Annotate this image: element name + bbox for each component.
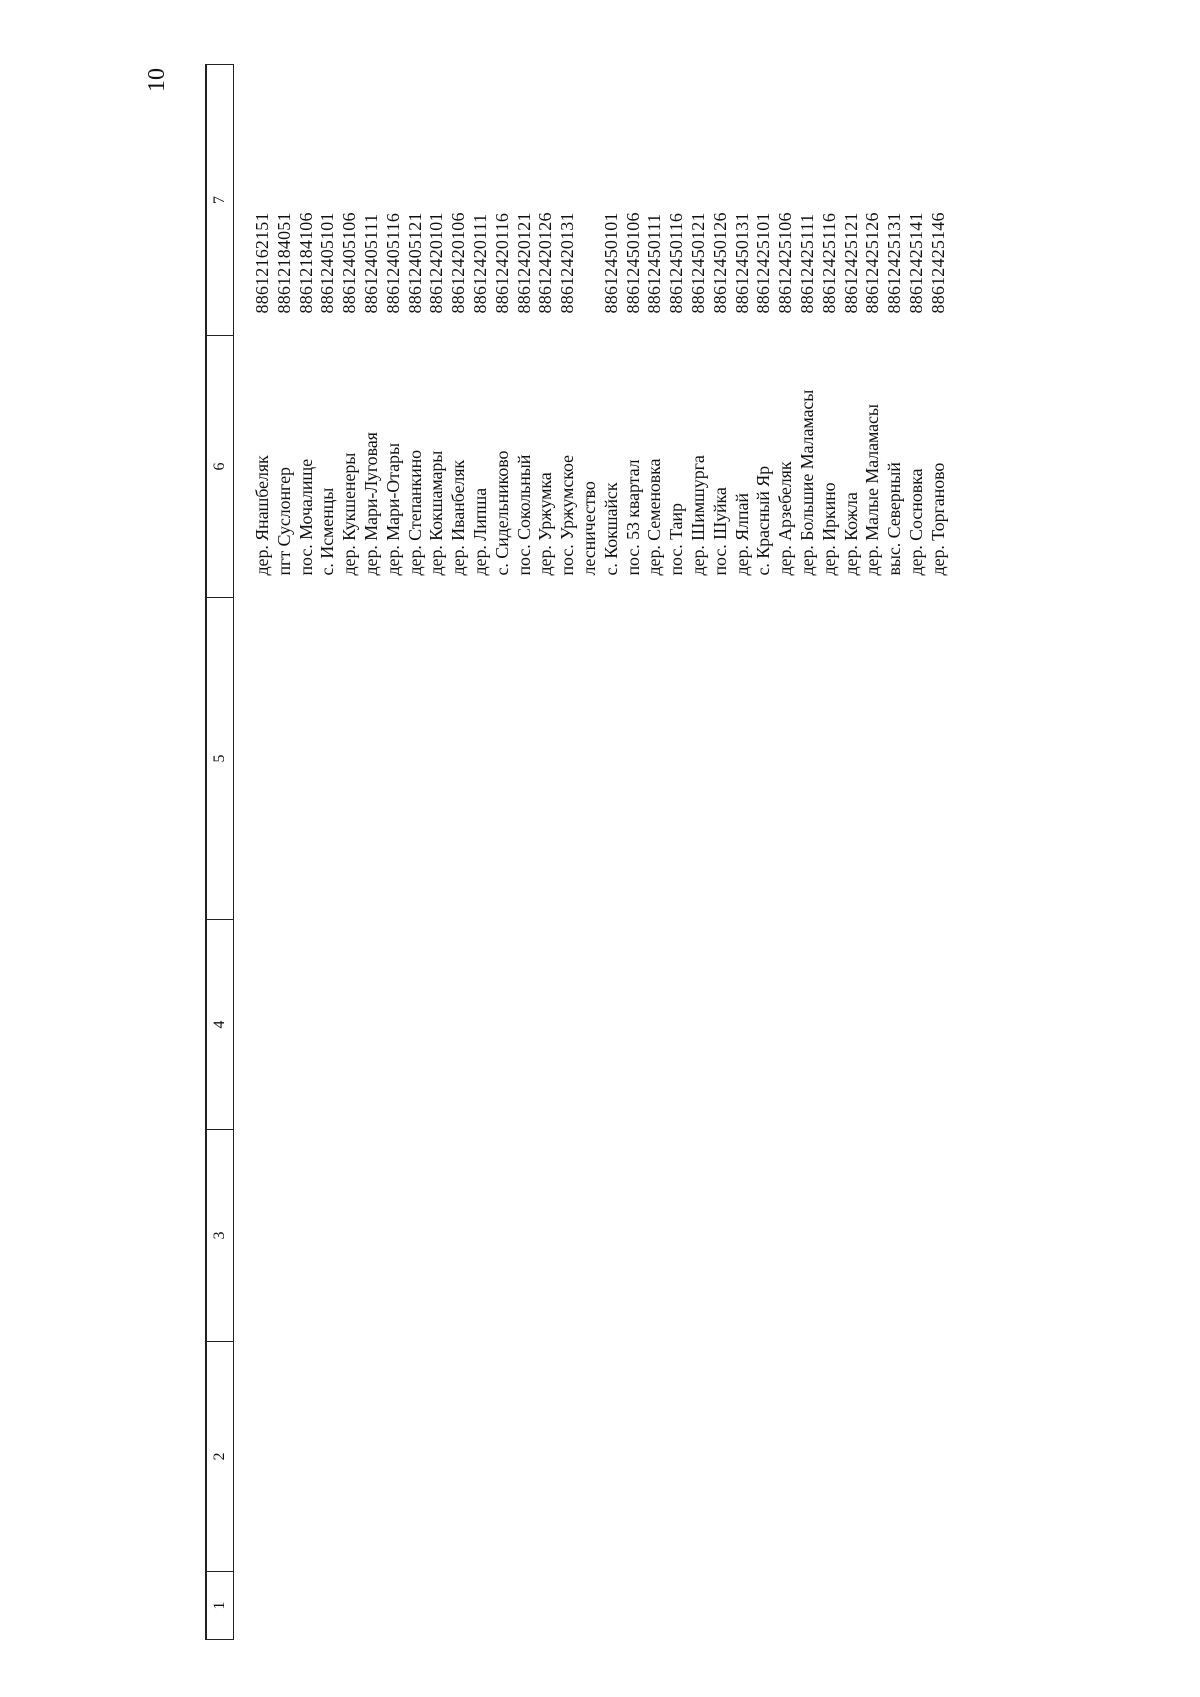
settlement-name: дер. Кокшамары (426, 450, 447, 576)
settlement-name: пос. Уржумское (557, 455, 578, 576)
settlement-name: с. Сидельниково (491, 450, 512, 576)
page-number: 10 (144, 68, 170, 92)
settlement-name: дер. Семеновка (644, 458, 665, 576)
settlement-name: пос. Мочалище (295, 458, 316, 576)
column-header-6: 6 (206, 336, 234, 598)
column-header-4: 4 (206, 920, 234, 1130)
oktmo-code (579, 65, 601, 336)
oktmo-code: 88612420131 (557, 212, 578, 314)
oktmo-code: 88612425116 (818, 212, 839, 314)
oktmo-code: 88612405116 (382, 212, 403, 314)
oktmo-code: 88612162151 (252, 212, 272, 314)
oktmo-code: 88612450101 (600, 212, 621, 314)
oktmo-code: 88612450116 (666, 212, 687, 314)
oktmo-code: 88612425121 (840, 212, 861, 314)
oktmo-code: 88612405101 (317, 212, 338, 314)
rotated-table-container (205, 65, 1085, 1640)
settlement-name: дер. Сосновка (905, 468, 926, 576)
settlement-name: пос. 53 квартал (622, 459, 643, 576)
oktmo-code: 88612425111 (796, 213, 817, 314)
settlement-name: с. Исменцы (317, 487, 338, 576)
settlement-name: дер. Малые Маламасы (862, 404, 883, 576)
settlement-name: дер. Степанкино (404, 449, 425, 576)
column-header-3: 3 (206, 1130, 234, 1342)
oktmo-code: 88612450106 (622, 212, 643, 314)
oktmo-code: 88612425106 (775, 212, 796, 314)
oktmo-code: 88612425141 (905, 212, 926, 314)
oktmo-code: 88612420121 (513, 212, 534, 314)
oktmo-code: 88612420116 (491, 212, 512, 314)
settlement-name: дер. Янашбеляк (252, 455, 272, 576)
oktmo-code: 88612420101 (426, 212, 447, 314)
settlement-name: дер. Иркино (818, 482, 839, 576)
settlement-name: дер. Арзебеляк (775, 461, 796, 576)
settlement-name: с. Красный Яр (753, 465, 774, 576)
settlement-name: пос. Шуйка (709, 487, 730, 576)
oktmo-code: 88612405106 (339, 212, 360, 314)
oktmo-code: 88612450131 (731, 212, 752, 314)
column-header-7: 7 (206, 65, 234, 336)
oktmo-code: 88612450121 (687, 212, 708, 314)
settlement-name: дер. Торганово (927, 462, 948, 576)
settlement-name: дер. Большие Маламасы (796, 389, 817, 576)
settlement-name: пос. Сокольный (513, 454, 534, 576)
settlement-name: выс. Северный (884, 462, 905, 576)
settlement-name: с. Кокшайск (600, 482, 621, 576)
settlements-table (205, 64, 950, 1640)
settlement-name: лесничество (578, 481, 599, 576)
column-5-cell (234, 598, 950, 920)
oktmo-code: 88612425126 (862, 212, 883, 314)
oktmo-code: 88612425146 (927, 212, 948, 314)
oktmo-code: 88612184106 (295, 212, 316, 314)
settlement-name: дер. Кожла (840, 492, 861, 576)
oktmo-code: 88612405111 (360, 213, 381, 314)
settlement-name: дер. Шимшурга (687, 455, 708, 576)
oktmo-code: 88612420126 (535, 212, 556, 314)
settlement-name: пгт Суслонгер (273, 467, 294, 576)
settlements-cell (234, 336, 950, 598)
settlement-name: пос. Таир (666, 503, 687, 576)
column-2-cell (234, 1342, 950, 1572)
settlement-name: дер. Кукшенеры (339, 452, 360, 576)
column-header-1: 1 (206, 1572, 234, 1640)
settlement-name: дер. Уржумка (535, 472, 556, 576)
column-header-5: 5 (206, 598, 234, 920)
oktmo-code: 88612420106 (448, 212, 469, 314)
settlement-name: дер. Мари-Отары (382, 443, 403, 576)
settlement-name: дер. Мари-Луговая (360, 432, 381, 576)
column-1-cell (234, 1572, 950, 1640)
code-list (234, 65, 950, 336)
settlement-list (234, 336, 950, 598)
oktmo-code: 88612425101 (753, 212, 774, 314)
oktmo-code: 88612425131 (884, 212, 905, 314)
oktmo-code: 88612450111 (644, 213, 665, 314)
header-row (206, 65, 234, 1640)
column-3-cell (234, 1130, 950, 1342)
codes-cell (234, 65, 950, 336)
oktmo-code: 88612184051 (273, 212, 294, 314)
settlement-name: дер. Иванбеляк (448, 459, 469, 576)
oktmo-code: 88612450126 (709, 212, 730, 314)
settlement-name: дер. Ялпай (731, 493, 752, 576)
settlement-name: дер. Липша (469, 488, 490, 576)
column-header-2: 2 (206, 1342, 234, 1572)
body-row (234, 65, 950, 1640)
oktmo-code: 88612405121 (404, 212, 425, 314)
oktmo-code: 88612420111 (469, 213, 490, 314)
column-4-cell (234, 920, 950, 1130)
